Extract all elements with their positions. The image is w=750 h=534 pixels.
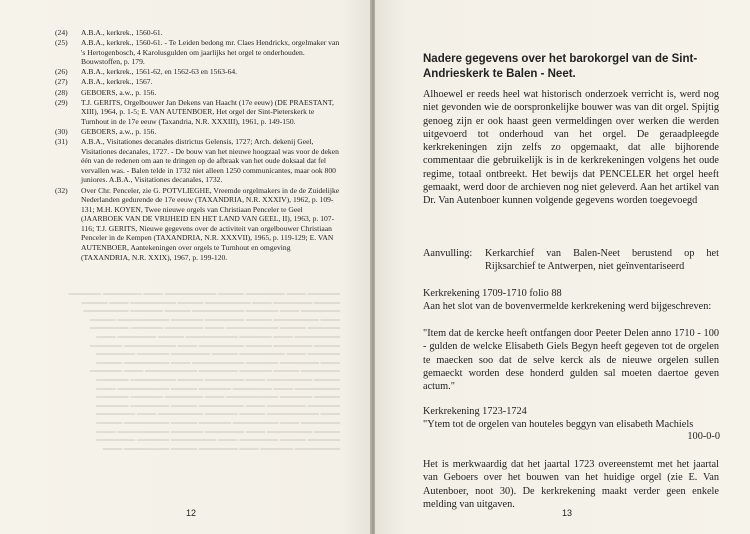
footnote	[55, 137, 340, 185]
footnote-number: (31)	[55, 137, 68, 147]
footnote	[55, 77, 340, 87]
footnote-text: GEBOERS, a.w., p. 156.	[81, 126, 157, 136]
account-1709-intro: Aan het slot van de bovenvermelde kerkrekening werd bijgeschreven:	[423, 301, 712, 312]
footnote-number: (27)	[55, 77, 68, 87]
intro-paragraph: Alhoewel er reeds heel wat historisch onderzoek verricht is, werd nog niet gevonden wie de oorspronkelijke bouwer was van dit orgel. Spijtig genoeg zijn er ook haast geen vermeldingen over werken die werden uitgevoerd tot onderhoud van het orgel. De geraadpleegde kerkrekeningen zijn zelfs zo opgemaakt, dat alle bijhorende commentaar die gebruikelijk is in de kerkrekeningen volgens het oude regime, totaal ontbreekt. Het bewijs dat PENCELER het orgel heeft gemaakt, werd door de archieven nog niet geleverd. Aan het artikel van Dr. Van Autenboer kunnen volgende gegevens worden toegevoegd	[423, 89, 719, 207]
footnote-text: A.B.A., kerkrek., 1560-61.	[81, 28, 163, 37]
footnote	[55, 127, 340, 137]
footnotes	[55, 28, 340, 263]
footnote-number: (30)	[55, 126, 68, 136]
account-1709-heading: Kerkrekening 1709-1710 folio 88	[423, 288, 562, 299]
footnote	[55, 67, 340, 77]
footnote-text: GEBOERS, a.w., p. 156.	[81, 87, 157, 97]
supplement	[423, 247, 719, 274]
article-title: Nadere gegevens over het barokorgel van de Sint-Andrieskerk te Balen - Neet.	[423, 53, 698, 80]
footnote-text: A.B.A., kerkrek., 1561-62, en 1562-63 en 1563-64.	[81, 67, 238, 77]
footnote-text: A.B.A., Visitationes decanales districtus Gelensis, 1727; Arch. dekenij Geel, Visitationes decanales, 1727. - De bouw van het nieuwe hoogzaal was voor de deken één van de redenen om aan te dringen op de afbraak van het oude doksaal dat fel vervallen was. - Balen telde in 1732 niet alleen 1250 communicantes, maar ook 800 juniores. A.B.A., Visitationes decanales, 1732.	[81, 137, 339, 185]
page-number-right: 13	[562, 508, 573, 518]
supplement-label: Aanvulling:	[423, 248, 473, 259]
footnote-number: (28)	[55, 87, 68, 97]
footnote	[55, 88, 340, 98]
footnote-text: T.J. GERITS, Orgelbouwer Jan Dekens van Haacht (17e eeuw) (DE PRAESTANT, XIII), 1964, p. 1-5; E. VAN AUTENBOER, Het orgel der Sint-Pieterskerk te Turnhout in de 17e eeuw (Taxandria, N.R. XXXIII), 1961, p. 149-150.	[81, 97, 334, 126]
footnote-text: A.B.A., kerkrek., 1560-61. - Te Leiden bedong mr. Claes Hendrickx, orgelmaker van 's Hertogenbosch, 4 Karolusgulden om jaarlijks het orgel te onderhouden. Bouwstoffen, p. 179.	[81, 38, 340, 67]
left-page	[0, 0, 372, 534]
footnote	[55, 98, 340, 127]
footnote-number: (26)	[55, 67, 68, 77]
footnote	[55, 38, 340, 67]
footnote-text: Over Chr. Penceler, zie G. POTVLIEGHE, Vreemde orgelmakers in de de Zuidelijke Nederlanden gedurende de 17e eeuw (TAXANDRIA, N.R. XXXIV), 1962, p. 109-131; M.H. KOYEN, Twee nieuwe orgels van Christiaan Penceler te Geel (JAARBOEK VAN DE VRIJHEID EN HET LAND VAN GEEL, II), 1963, p. 107-116; T.J. GERITS, Nieuwe gegevens over de activiteit van orgelbouwer Christiaan Penceler in de Kempen (TAXANDRIA, N.R. XXXVII), 1965, p. 119-129; E. VAN AUTENBOER, Aantekeningen over orgels te Turnhout en omgeving (TAXANDRIA, N.R. XXIX), 1967, p. 199-120.	[81, 185, 340, 262]
conclusion-paragraph: Het is merkwaardig dat het jaartal 1723 overeenstemt met het jaartal van Geboers over het bouwen van het huidige orgel (zie E. Van Autenboer, noot 30). De kerkrekening maakt verder geen enkele melding van uitgaven.	[423, 459, 719, 510]
account-1723-quote: "Ytem tot de orgelen van houteles beggyn van elisabeth Machiels	[423, 419, 694, 430]
footnote-number: (25)	[55, 38, 68, 48]
footnote-number: (29)	[55, 97, 68, 107]
footnote	[55, 186, 340, 263]
page-number-left: 12	[186, 508, 197, 518]
account-1709-quote: "Item dat de kercke heeft ontfangen door Peeter Delen anno 1710 - 100 - gulden de welcke Elisabeth Giels Begyn heeft gegeven tot de orgelen te maecken soo dat de selve kerck als de nieuwe orgelen sullen gemaeckt worden dese honderd gulden sal moeten daertoe geven actum."	[423, 328, 719, 393]
right-page	[375, 0, 750, 534]
supplement-text: Kerkarchief van Balen-Neet berustend op het Rijksarchief te Antwerpen, niet geïnventariseerd	[485, 248, 719, 273]
footnote-number: (32)	[55, 185, 68, 195]
show-through-text: ▬▬▬▬▬ ▬▬▬ ▬▬▬▬▬▬ ▬▬▬▬ ▬▬▬▬▬▬▬▬ ▬▬▬ ▬▬▬▬▬▬ ▬▬▬▬▬ ▬▬▬▬ ▬▬▬▬▬▬ ▬▬▬ ▬▬▬▬▬▬▬ ▬▬▬▬ ▬▬▬▬▬▬▬ ▬▬▬ ▬▬▬▬ ▬▬▬▬▬▬ ▬▬▬ ▬▬▬▬▬ ▬▬▬▬▬▬▬▬ ▬▬▬▬ ▬▬▬▬▬ ▬▬▬▬▬▬▬ ▬▬▬ ▬▬▬▬▬▬▬ ▬▬▬▬ ▬▬▬▬▬▬ ▬▬▬▬▬ ▬▬▬▬▬▬▬▬ ▬▬▬▬ ▬▬▬▬▬ ▬▬▬▬ ▬▬▬▬▬▬▬▬ ▬▬▬ ▬▬▬▬▬▬ ▬▬▬▬▬ ▬▬▬▬▬▬ ▬▬▬▬▬▬▬ ▬▬▬ ▬▬▬▬▬ ▬▬▬▬▬▬▬▬ ▬▬▬▬ ▬▬▬▬▬▬ ▬▬▬ ▬▬▬▬ ▬▬▬▬▬▬ ▬▬▬▬ ▬▬▬▬▬▬▬ ▬▬▬ ▬▬▬▬▬▬▬▬ ▬▬▬▬▬ ▬▬▬▬▬ ▬▬▬ ▬▬▬▬▬▬▬ ▬▬▬▬ ▬▬▬▬▬▬ ▬▬▬▬▬ ▬▬▬▬▬▬ ▬▬▬ ▬▬▬▬▬▬ ▬▬▬▬▬ ▬▬▬▬▬▬▬▬ ▬▬▬ ▬▬▬▬▬▬▬ ▬▬▬▬ ▬▬▬▬▬▬ ▬▬▬▬ ▬▬▬▬▬ ▬▬▬▬▬▬ ▬▬▬▬▬▬▬▬ ▬▬▬ ▬▬▬▬▬ ▬▬▬▬ ▬▬▬▬▬▬▬ ▬▬▬ ▬▬▬▬▬▬ ▬▬▬▬ ▬▬▬▬▬▬▬ ▬▬▬▬▬ ▬▬▬▬▬▬▬ ▬▬▬ ▬▬▬▬▬▬ ▬▬▬▬▬ ▬▬▬▬ ▬▬▬▬▬▬▬▬ ▬▬▬ ▬▬▬▬ ▬▬▬▬▬ ▬▬▬▬▬▬▬▬ ▬▬▬ ▬▬▬▬▬▬ ▬▬▬▬▬ ▬▬▬▬▬ ▬▬▬▬▬ ▬▬▬▬▬▬ ▬▬▬ ▬▬▬▬▬▬▬ ▬▬▬▬ ▬▬▬▬▬▬ ▬▬▬▬▬ ▬▬▬ ▬▬▬▬▬▬▬▬ ▬▬▬▬ ▬▬▬▬▬ ▬▬▬▬▬▬▬ ▬▬▬ ▬▬▬▬▬▬ ▬▬▬▬▬▬ ▬▬▬ ▬▬▬▬▬▬▬ ▬▬▬▬▬ ▬▬▬▬ ▬▬▬▬▬▬▬ ▬▬▬▬ ▬▬▬▬ ▬▬▬▬▬▬▬ ▬▬▬ ▬▬▬▬▬▬ ▬▬▬▬▬ ▬▬▬▬▬▬▬▬ ▬▬▬ ▬▬▬▬▬ ▬▬▬▬ ▬▬▬▬▬▬ ▬▬▬ ▬▬▬▬▬▬▬ ▬▬▬▬▬ ▬▬▬▬▬▬ ▬▬▬▬▬▬▬ ▬▬▬▬▬ ▬▬▬ ▬▬▬▬▬▬ ▬▬▬▬ ▬▬▬▬▬▬▬ ▬▬▬	[68, 290, 340, 452]
account-1723-amount: 100-0-0	[687, 431, 720, 442]
footnote-number: (24)	[55, 28, 68, 37]
account-1723-heading: Kerkrekening 1723-1724	[423, 406, 527, 417]
footnote-text: A.B.A., kerkrek., 1567.	[81, 77, 153, 87]
footnote	[55, 28, 340, 38]
